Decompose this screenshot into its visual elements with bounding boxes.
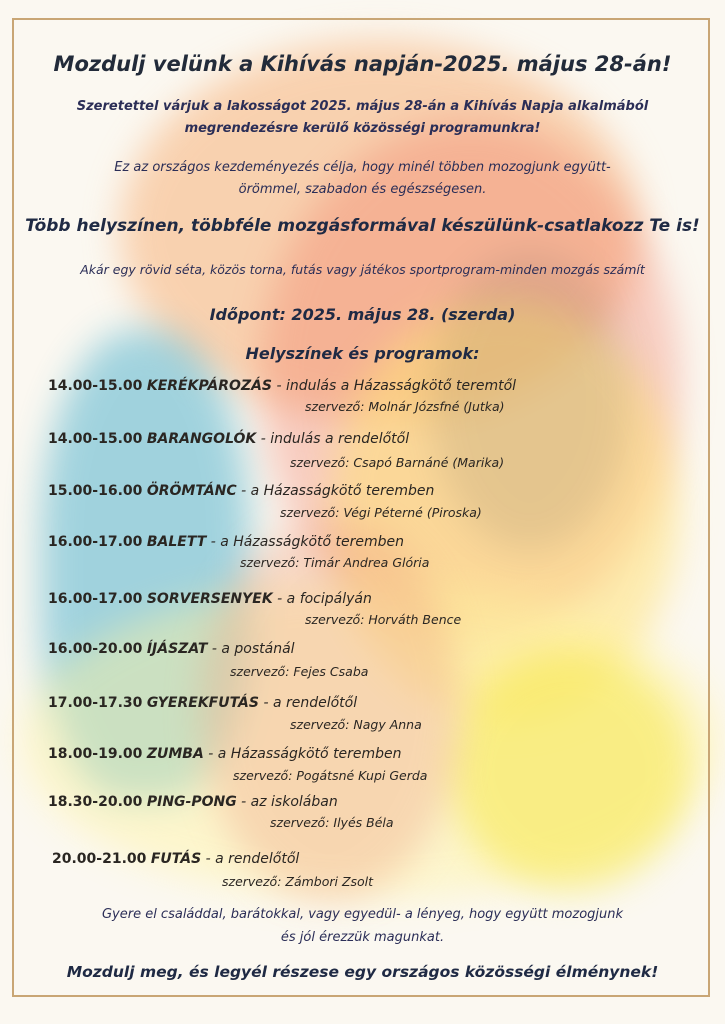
event-organizer: szervező: Horváth Bence xyxy=(305,612,462,627)
event-title: 16.00-17.00 BALETT - a Házasságkötő teremben xyxy=(48,534,404,550)
closing-line-2: és jól érezzük magunkat. xyxy=(280,930,445,945)
goal-line-1: Ez az országos kezdeményezés célja, hogy minél többen mozogjunk együtt- xyxy=(114,160,611,175)
event-organizer: szervező: Fejes Csaba xyxy=(230,664,369,679)
event-organizer: szervező: Pogátsné Kupi Gerda xyxy=(233,768,428,783)
event-title: 16.00-20.00 ÍJÁSZAT - a postánál xyxy=(48,641,295,657)
event-organizer: szervező: Molnár Józsfné (Jutka) xyxy=(305,399,505,414)
event-title: 18.00-19.00 ZUMBA - a Házasságkötő teremben xyxy=(48,746,402,762)
intro-line-1: Szeretettel várjuk a lakosságot 2025. május 28-án a Kihívás Napja alkalmából xyxy=(76,99,649,114)
date-line: Időpont: 2025. május 28. (szerda) xyxy=(209,305,516,324)
event-title: 20.00-21.00 FUTÁS - a rendelőtől xyxy=(52,851,300,867)
event-title: 15.00-16.00 ÖRÖMTÁNC - a Házasságkötő teremben xyxy=(48,483,435,499)
event-title: 18.30-20.00 PING-PONG - az iskolában xyxy=(48,794,338,810)
event-organizer: szervező: Ilyés Béla xyxy=(270,815,394,830)
closing-line-1: Gyere el családdal, barátokkal, vagy egyedül- a lényeg, hogy együtt mozogjunk xyxy=(101,907,624,922)
event-title: 16.00-17.00 SORVERSENYEK - a focipályán xyxy=(48,591,372,607)
event-organizer: szervező: Végi Péterné (Piroska) xyxy=(280,505,482,520)
event-organizer: szervező: Csapó Barnáné (Marika) xyxy=(290,455,505,470)
event-title: 14.00-15.00 BARANGOLÓK - indulás a rendelőtől xyxy=(48,431,410,447)
event-title: 14.00-15.00 KERÉKPÁROZÁS - indulás a Házasságkötő teremtől xyxy=(48,378,517,394)
event-organizer: szervező: Timár Andrea Glória xyxy=(240,555,430,570)
goal-line-2: örömmel, szabadon és egészségesen. xyxy=(238,182,487,197)
highlight-line: Több helyszínen, többféle mozgásformával készülünk-csatlakozz Te is! xyxy=(25,216,700,236)
tagline: Akár egy rövid séta, közös torna, futás vagy játékos sportprogram-minden mozgás számít xyxy=(80,262,645,277)
page-title: Mozdulj velünk a Kihívás napján-2025. május 28-án! xyxy=(53,52,672,76)
final-slogan: Mozdulj meg, és legyél részese egy országos közösségi élménynek! xyxy=(66,963,659,981)
event-organizer: szervező: Nagy Anna xyxy=(290,717,422,732)
intro-line-2: megrendezésre kerülő közösségi programunkra! xyxy=(184,121,541,136)
event-title: 17.00-17.30 GYEREKFUTÁS - a rendelőtől xyxy=(48,695,358,711)
event-organizer: szervező: Zámbori Zsolt xyxy=(222,874,374,889)
programs-heading: Helyszínek és programok: xyxy=(245,344,480,363)
